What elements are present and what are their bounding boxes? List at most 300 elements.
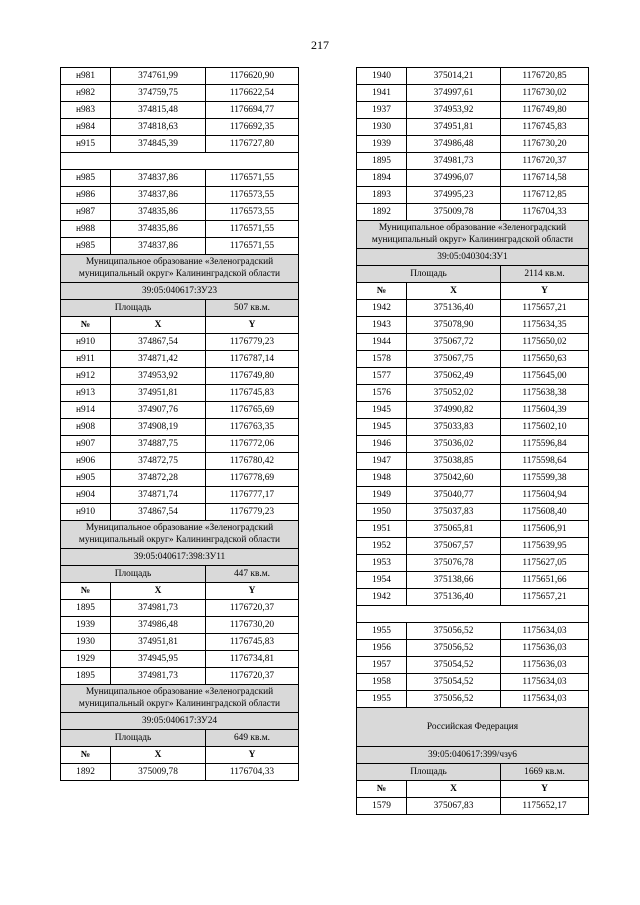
parcel-row — [61, 549, 299, 566]
point-number-cell: 1895 — [61, 668, 111, 685]
x-coordinate-cell: 374845,39 — [111, 136, 206, 153]
point-number-cell: 1958 — [357, 674, 407, 691]
point-number-cell: н905 — [61, 470, 111, 487]
table-row — [61, 453, 299, 470]
point-number-cell: н915 — [61, 136, 111, 153]
table-row — [357, 136, 589, 153]
table-row — [357, 538, 589, 555]
y-coordinate-cell: 1175634,03 — [501, 623, 589, 640]
x-coordinate-cell: 375056,52 — [407, 640, 501, 657]
y-coordinate-cell: 1175606,91 — [501, 521, 589, 538]
area-label: Площадь — [357, 764, 501, 781]
x-coordinate-cell: 374997,61 — [407, 85, 501, 102]
y-coordinate-cell: 1176772,06 — [206, 436, 299, 453]
point-number-cell: 1946 — [357, 436, 407, 453]
x-coordinate-cell: 375078,90 — [407, 317, 501, 334]
x-coordinate-cell: 374887,75 — [111, 436, 206, 453]
point-number-cell: 1952 — [357, 538, 407, 555]
point-number-cell: н913 — [61, 385, 111, 402]
y-coordinate-cell: 1175599,38 — [501, 470, 589, 487]
x-coordinate-cell: 375076,78 — [407, 555, 501, 572]
y-header: Y — [501, 283, 589, 300]
x-coordinate-cell: 374867,54 — [111, 504, 206, 521]
x-coordinate-cell: 374990,82 — [407, 402, 501, 419]
y-coordinate-cell: 1176571,55 — [206, 170, 299, 187]
cadastral-number: 39:05:040304:ЗУ1 — [357, 249, 589, 266]
y-coordinate-cell: 1176720,37 — [206, 600, 299, 617]
x-coordinate-cell: 374835,86 — [111, 221, 206, 238]
y-coordinate-cell: 1176692,35 — [206, 119, 299, 136]
blank-row — [61, 153, 299, 170]
table-row — [61, 187, 299, 204]
x-coordinate-cell: 374761,99 — [111, 68, 206, 85]
point-number-cell: 1577 — [357, 368, 407, 385]
x-coordinate-cell: 375136,40 — [407, 589, 501, 606]
owner-row — [61, 255, 299, 283]
x-coordinate-cell: 375009,78 — [111, 764, 206, 781]
page-number: 217 — [311, 38, 329, 52]
point-number-cell: 1942 — [357, 589, 407, 606]
y-coordinate-cell: 1176765,69 — [206, 402, 299, 419]
y-header: Y — [206, 583, 299, 600]
x-coordinate-cell: 374981,73 — [111, 600, 206, 617]
area-value: 507 кв.м. — [206, 300, 299, 317]
table-row — [357, 691, 589, 708]
column-header-row — [61, 317, 299, 334]
cadastral-number: 39:05:040617:ЗУ23 — [61, 283, 299, 300]
point-number-cell: 1579 — [357, 798, 407, 815]
table-row — [357, 351, 589, 368]
point-number-cell: 1895 — [61, 600, 111, 617]
x-coordinate-cell: 375136,40 — [407, 300, 501, 317]
table-row — [357, 521, 589, 538]
x-coordinate-cell: 374951,81 — [111, 385, 206, 402]
point-number-cell: 1945 — [357, 402, 407, 419]
table-row — [61, 419, 299, 436]
y-coordinate-cell: 1176620,90 — [206, 68, 299, 85]
x-coordinate-cell: 374871,74 — [111, 487, 206, 504]
column-header-row — [61, 747, 299, 764]
table-row — [357, 798, 589, 815]
x-coordinate-cell: 375014,21 — [407, 68, 501, 85]
point-number-cell: 1955 — [357, 691, 407, 708]
x-coordinate-cell: 374951,81 — [407, 119, 501, 136]
table-row — [357, 402, 589, 419]
point-number-cell: н985 — [61, 170, 111, 187]
point-number-cell: 1939 — [357, 136, 407, 153]
x-coordinate-cell: 375065,81 — [407, 521, 501, 538]
y-coordinate-cell: 1175639,95 — [501, 538, 589, 555]
point-number-cell: н988 — [61, 221, 111, 238]
owner-name: Муниципальное образование «Зеленоградский муниципальный округ» Калининградской области — [61, 521, 299, 549]
y-coordinate-cell: 1176745,83 — [206, 385, 299, 402]
x-coordinate-cell: 374981,73 — [111, 668, 206, 685]
x-header: X — [111, 317, 206, 334]
table-row — [357, 555, 589, 572]
y-coordinate-cell: 1176730,20 — [501, 136, 589, 153]
point-number-cell: н981 — [61, 68, 111, 85]
table-row — [61, 651, 299, 668]
point-number-cell: н907 — [61, 436, 111, 453]
blank-row — [357, 606, 589, 623]
table-row — [357, 623, 589, 640]
y-coordinate-cell: 1176714,58 — [501, 170, 589, 187]
y-coordinate-cell: 1176734,81 — [206, 651, 299, 668]
x-coordinate-cell: 375054,52 — [407, 674, 501, 691]
y-header: Y — [206, 747, 299, 764]
x-coordinate-cell: 374981,73 — [407, 153, 501, 170]
y-coordinate-cell: 1175638,38 — [501, 385, 589, 402]
table-row — [61, 634, 299, 651]
parcel-row — [357, 747, 589, 764]
cadastral-number: 39:05:040617:398:ЗУ11 — [61, 549, 299, 566]
owner-row — [357, 221, 589, 249]
table-row — [357, 674, 589, 691]
y-coordinate-cell: 1175636,03 — [501, 657, 589, 674]
table-row — [61, 470, 299, 487]
area-value: 649 кв.м. — [206, 730, 299, 747]
table-row — [357, 385, 589, 402]
cadastral-number: 39:05:040617:399/чзу6 — [357, 747, 589, 764]
point-number-cell: 1953 — [357, 555, 407, 572]
point-number-cell: 1894 — [357, 170, 407, 187]
point-number-cell: н984 — [61, 119, 111, 136]
table-row — [61, 436, 299, 453]
y-coordinate-cell: 1176727,80 — [206, 136, 299, 153]
point-number-cell: н910 — [61, 334, 111, 351]
y-coordinate-cell: 1176730,20 — [206, 617, 299, 634]
table-row — [357, 170, 589, 187]
y-coordinate-cell: 1176720,37 — [501, 153, 589, 170]
point-number-cell: 1951 — [357, 521, 407, 538]
area-row — [357, 266, 589, 283]
x-coordinate-cell: 374835,86 — [111, 204, 206, 221]
point-number-cell: н986 — [61, 187, 111, 204]
x-coordinate-cell: 375067,72 — [407, 334, 501, 351]
y-coordinate-cell: 1176777,17 — [206, 487, 299, 504]
area-row — [61, 300, 299, 317]
x-header: X — [407, 781, 501, 798]
point-number-cell: 1940 — [357, 68, 407, 85]
x-coordinate-cell: 375040,77 — [407, 487, 501, 504]
point-number-cell: 1930 — [61, 634, 111, 651]
owner-row — [61, 685, 299, 713]
x-coordinate-cell: 374951,81 — [111, 634, 206, 651]
owner-name: Муниципальное образование «Зеленоградский муниципальный округ» Калининградской области — [61, 255, 299, 283]
x-header: X — [111, 583, 206, 600]
y-coordinate-cell: 1175608,40 — [501, 504, 589, 521]
x-coordinate-cell: 374867,54 — [111, 334, 206, 351]
table-row — [61, 600, 299, 617]
point-number-cell: н910 — [61, 504, 111, 521]
table-row — [61, 368, 299, 385]
owner-row — [357, 708, 589, 747]
number-header: № — [357, 781, 407, 798]
table-row — [61, 402, 299, 419]
y-coordinate-cell: 1176779,23 — [206, 334, 299, 351]
table-row — [357, 436, 589, 453]
y-coordinate-cell: 1176787,14 — [206, 351, 299, 368]
y-coordinate-cell: 1176730,02 — [501, 85, 589, 102]
y-coordinate-cell: 1175602,10 — [501, 419, 589, 436]
table-row — [357, 453, 589, 470]
y-coordinate-cell: 1176704,33 — [206, 764, 299, 781]
point-number-cell: 1893 — [357, 187, 407, 204]
owner-name: Российская Федерация — [357, 708, 589, 747]
coordinates-table — [356, 67, 589, 815]
point-number-cell: н912 — [61, 368, 111, 385]
x-coordinate-cell: 375038,85 — [407, 453, 501, 470]
point-number-cell: 1892 — [357, 204, 407, 221]
y-coordinate-cell: 1176573,55 — [206, 187, 299, 204]
x-coordinate-cell: 374818,63 — [111, 119, 206, 136]
area-value: 1669 кв.м. — [501, 764, 589, 781]
y-coordinate-cell: 1176573,55 — [206, 204, 299, 221]
table-row — [61, 102, 299, 119]
coordinates-table-right — [356, 67, 588, 815]
point-number-cell: 1955 — [357, 623, 407, 640]
point-number-cell: 1949 — [357, 487, 407, 504]
x-coordinate-cell: 375042,60 — [407, 470, 501, 487]
coordinates-table-left — [60, 67, 298, 781]
column-header-row — [61, 583, 299, 600]
table-row — [357, 85, 589, 102]
table-row — [357, 153, 589, 170]
y-coordinate-cell: 1176622,54 — [206, 85, 299, 102]
owner-row — [61, 521, 299, 549]
y-coordinate-cell: 1175636,03 — [501, 640, 589, 657]
y-coordinate-cell: 1176745,83 — [206, 634, 299, 651]
table-row — [357, 504, 589, 521]
point-number-cell: 1947 — [357, 453, 407, 470]
y-coordinate-cell: 1175645,00 — [501, 368, 589, 385]
y-coordinate-cell: 1175596,84 — [501, 436, 589, 453]
area-label: Площадь — [357, 266, 501, 283]
x-coordinate-cell: 374996,07 — [407, 170, 501, 187]
table-row — [357, 487, 589, 504]
area-row — [357, 764, 589, 781]
x-coordinate-cell: 374945,95 — [111, 651, 206, 668]
x-coordinate-cell: 375036,02 — [407, 436, 501, 453]
x-coordinate-cell: 374837,86 — [111, 187, 206, 204]
y-coordinate-cell: 1175598,64 — [501, 453, 589, 470]
y-coordinate-cell: 1175650,02 — [501, 334, 589, 351]
y-coordinate-cell: 1176779,23 — [206, 504, 299, 521]
table-row — [61, 204, 299, 221]
y-coordinate-cell: 1175634,03 — [501, 691, 589, 708]
y-coordinate-cell: 1176763,35 — [206, 419, 299, 436]
point-number-cell: 1945 — [357, 419, 407, 436]
table-row — [61, 764, 299, 781]
parcel-row — [61, 283, 299, 300]
area-row — [61, 730, 299, 747]
number-header: № — [357, 283, 407, 300]
x-coordinate-cell: 375138,66 — [407, 572, 501, 589]
column-header-row — [357, 283, 589, 300]
x-coordinate-cell: 374986,48 — [407, 136, 501, 153]
point-number-cell: н983 — [61, 102, 111, 119]
y-coordinate-cell: 1175657,21 — [501, 300, 589, 317]
x-coordinate-cell: 375054,52 — [407, 657, 501, 674]
y-coordinate-cell: 1175634,35 — [501, 317, 589, 334]
point-number-cell: 1954 — [357, 572, 407, 589]
y-coordinate-cell: 1175657,21 — [501, 589, 589, 606]
parcel-row — [357, 249, 589, 266]
table-row — [61, 238, 299, 255]
x-coordinate-cell: 374871,42 — [111, 351, 206, 368]
table-row — [357, 204, 589, 221]
point-number-cell: 1929 — [61, 651, 111, 668]
point-number-cell: 1950 — [357, 504, 407, 521]
area-label: Площадь — [61, 566, 206, 583]
table-row — [61, 68, 299, 85]
y-coordinate-cell: 1176749,80 — [206, 368, 299, 385]
y-coordinate-cell: 1176780,42 — [206, 453, 299, 470]
table-row — [357, 334, 589, 351]
table-row — [357, 572, 589, 589]
area-label: Площадь — [61, 730, 206, 747]
x-header: X — [407, 283, 501, 300]
y-coordinate-cell: 1176720,37 — [206, 668, 299, 685]
cadastral-number: 39:05:040617:ЗУ24 — [61, 713, 299, 730]
x-coordinate-cell: 375056,52 — [407, 623, 501, 640]
table-row — [357, 187, 589, 204]
table-row — [61, 221, 299, 238]
y-coordinate-cell: 1175604,94 — [501, 487, 589, 504]
y-coordinate-cell: 1176749,80 — [501, 102, 589, 119]
y-coordinate-cell: 1176694,77 — [206, 102, 299, 119]
table-row — [357, 640, 589, 657]
point-number-cell: 1937 — [357, 102, 407, 119]
blank-cell — [61, 153, 299, 170]
x-coordinate-cell: 374908,19 — [111, 419, 206, 436]
x-coordinate-cell: 374872,28 — [111, 470, 206, 487]
owner-name: Муниципальное образование «Зеленоградский муниципальный округ» Калининградской области — [61, 685, 299, 713]
owner-name: Муниципальное образование «Зеленоградский муниципальный округ» Калининградской области — [357, 221, 589, 249]
number-header: № — [61, 583, 111, 600]
y-coordinate-cell: 1176704,33 — [501, 204, 589, 221]
x-coordinate-cell: 375062,49 — [407, 368, 501, 385]
table-row — [61, 85, 299, 102]
y-coordinate-cell: 1176745,83 — [501, 119, 589, 136]
blank-cell — [357, 606, 589, 623]
table-row — [357, 317, 589, 334]
table-row — [357, 657, 589, 674]
table-row — [61, 668, 299, 685]
x-header: X — [111, 747, 206, 764]
table-row — [61, 136, 299, 153]
table-row — [61, 385, 299, 402]
point-number-cell: н985 — [61, 238, 111, 255]
table-row — [357, 470, 589, 487]
area-value: 2114 кв.м. — [501, 266, 589, 283]
x-coordinate-cell: 375067,57 — [407, 538, 501, 555]
parcel-row — [61, 713, 299, 730]
y-coordinate-cell: 1176778,69 — [206, 470, 299, 487]
point-number-cell: 1578 — [357, 351, 407, 368]
table-row — [61, 334, 299, 351]
point-number-cell: 1576 — [357, 385, 407, 402]
point-number-cell: 1943 — [357, 317, 407, 334]
number-header: № — [61, 747, 111, 764]
table-row — [61, 487, 299, 504]
point-number-cell: н904 — [61, 487, 111, 504]
x-coordinate-cell: 374953,92 — [111, 368, 206, 385]
point-number-cell: н911 — [61, 351, 111, 368]
point-number-cell: 1892 — [61, 764, 111, 781]
coordinates-table — [60, 67, 299, 781]
column-header-row — [357, 781, 589, 798]
x-coordinate-cell: 375033,83 — [407, 419, 501, 436]
y-coordinate-cell: 1175651,66 — [501, 572, 589, 589]
point-number-cell: н987 — [61, 204, 111, 221]
table-row — [357, 102, 589, 119]
y-coordinate-cell: 1176571,55 — [206, 221, 299, 238]
point-number-cell: 1957 — [357, 657, 407, 674]
y-coordinate-cell: 1175650,63 — [501, 351, 589, 368]
x-coordinate-cell: 375067,83 — [407, 798, 501, 815]
y-coordinate-cell: 1176571,55 — [206, 238, 299, 255]
y-coordinate-cell: 1176720,85 — [501, 68, 589, 85]
x-coordinate-cell: 374995,23 — [407, 187, 501, 204]
point-number-cell: 1941 — [357, 85, 407, 102]
x-coordinate-cell: 375052,02 — [407, 385, 501, 402]
y-coordinate-cell: 1176712,85 — [501, 187, 589, 204]
table-row — [61, 504, 299, 521]
x-coordinate-cell: 374837,86 — [111, 170, 206, 187]
table-row — [357, 589, 589, 606]
table-row — [61, 170, 299, 187]
table-row — [357, 68, 589, 85]
number-header: № — [61, 317, 111, 334]
x-coordinate-cell: 374907,76 — [111, 402, 206, 419]
y-coordinate-cell: 1175652,17 — [501, 798, 589, 815]
x-coordinate-cell: 374986,48 — [111, 617, 206, 634]
point-number-cell: 1948 — [357, 470, 407, 487]
table-row — [357, 300, 589, 317]
x-coordinate-cell: 375037,83 — [407, 504, 501, 521]
table-row — [61, 119, 299, 136]
y-coordinate-cell: 1175634,03 — [501, 674, 589, 691]
table-row — [61, 351, 299, 368]
point-number-cell: 1895 — [357, 153, 407, 170]
x-coordinate-cell: 374872,75 — [111, 453, 206, 470]
table-row — [357, 368, 589, 385]
x-coordinate-cell: 375009,78 — [407, 204, 501, 221]
point-number-cell: н914 — [61, 402, 111, 419]
table-row — [61, 617, 299, 634]
point-number-cell: н982 — [61, 85, 111, 102]
x-coordinate-cell: 374815,48 — [111, 102, 206, 119]
area-row — [61, 566, 299, 583]
y-coordinate-cell: 1175604,39 — [501, 402, 589, 419]
table-row — [357, 119, 589, 136]
y-coordinate-cell: 1175627,05 — [501, 555, 589, 572]
point-number-cell: н908 — [61, 419, 111, 436]
point-number-cell: 1944 — [357, 334, 407, 351]
y-header: Y — [501, 781, 589, 798]
point-number-cell: н906 — [61, 453, 111, 470]
area-value: 447 кв.м. — [206, 566, 299, 583]
point-number-cell: 1956 — [357, 640, 407, 657]
x-coordinate-cell: 374759,75 — [111, 85, 206, 102]
x-coordinate-cell: 375067,75 — [407, 351, 501, 368]
x-coordinate-cell: 374953,92 — [407, 102, 501, 119]
x-coordinate-cell: 374837,86 — [111, 238, 206, 255]
area-label: Площадь — [61, 300, 206, 317]
point-number-cell: 1942 — [357, 300, 407, 317]
x-coordinate-cell: 375056,52 — [407, 691, 501, 708]
